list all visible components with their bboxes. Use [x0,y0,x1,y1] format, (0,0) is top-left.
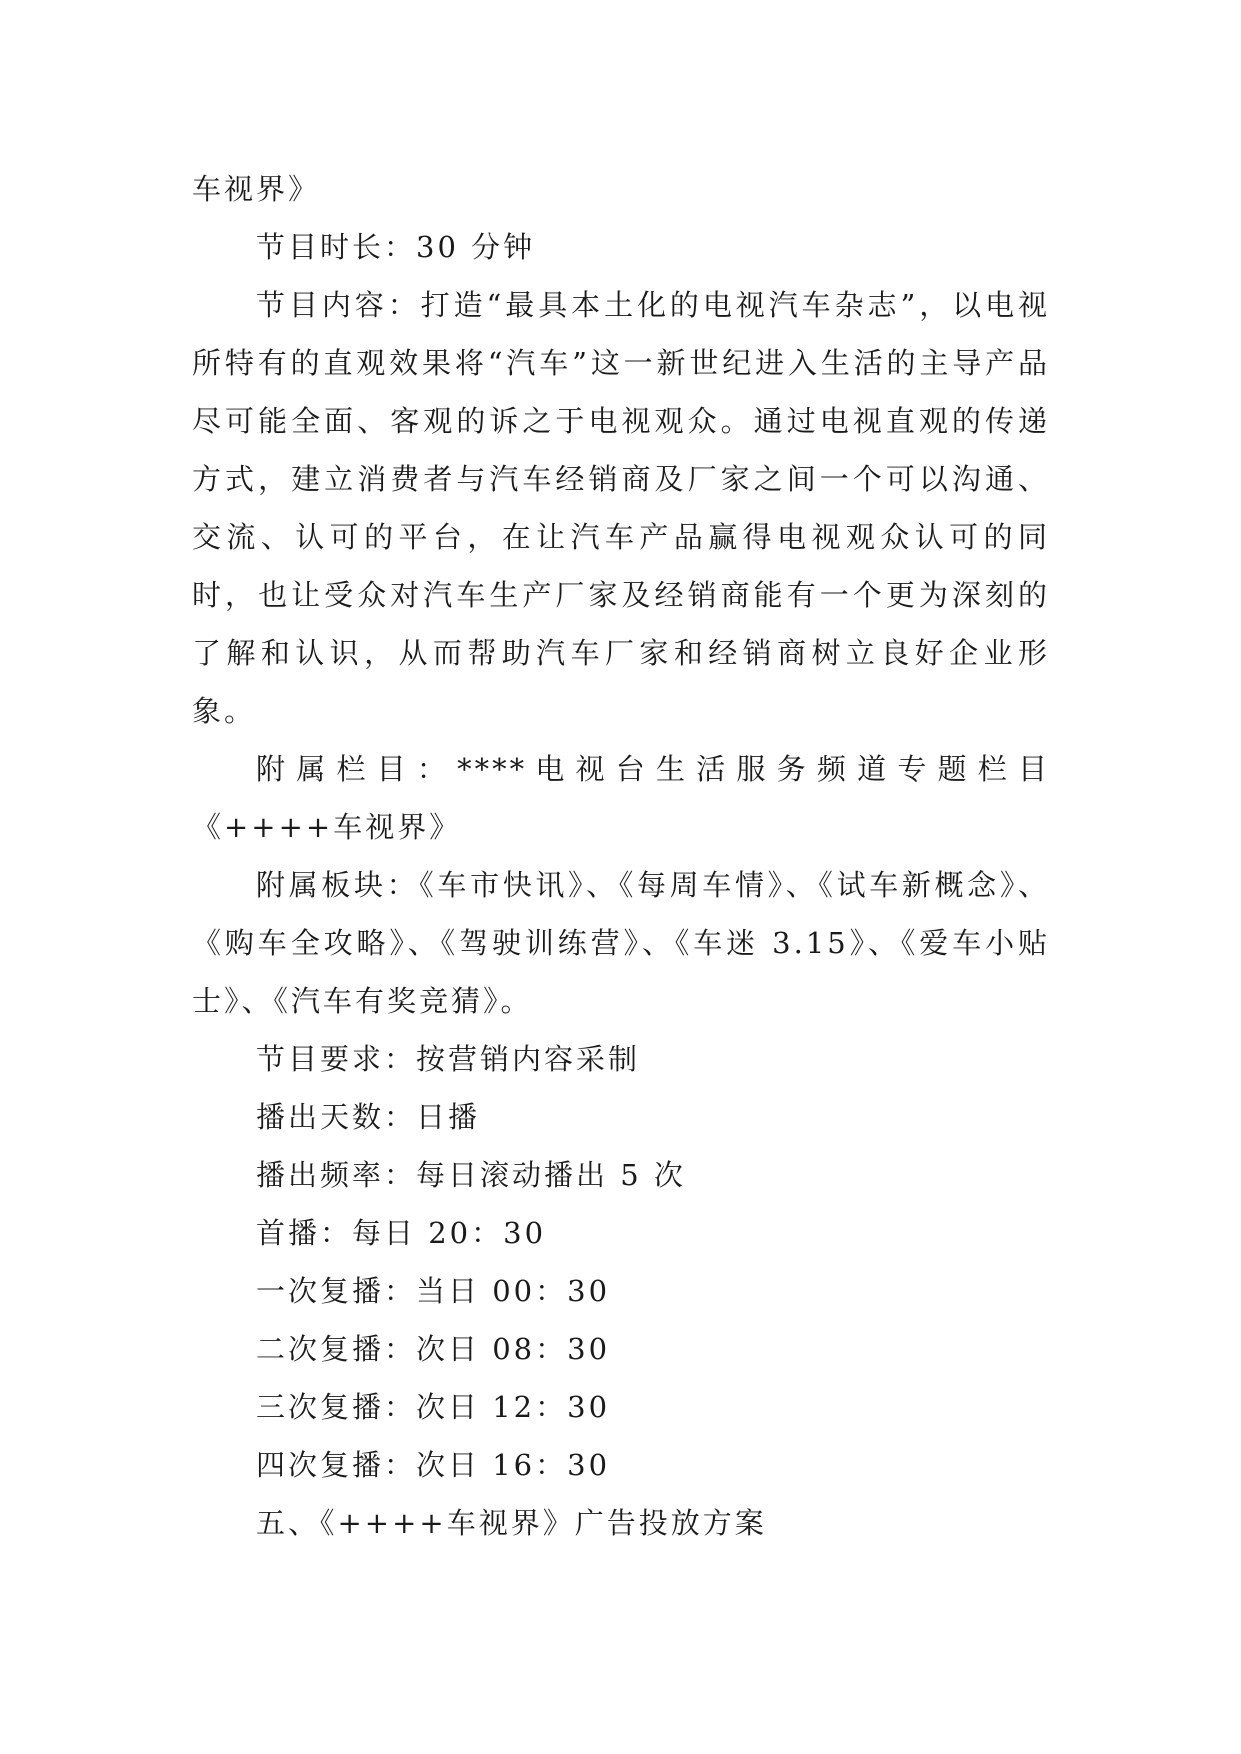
affiliated-column: 附属栏目：****电视台生活服务频道专题栏目《++++车视界》 [192,752,1050,844]
section-heading: 五、《++++车视界》广告投放方案 [256,1506,767,1540]
affiliated-sections: 附属板块：《车市快讯》、《每周车情》、《试车新概念》、《购车全攻略》、《驾驶训练营》、《车迷 3.15》、《爱车小贴士》、《汽车有奖竞猜》。 [192,868,1050,1018]
program-requirement: 节目要求：按营销内容采制 [256,1042,641,1076]
premiere-time: 首播：每日 20：30 [256,1216,547,1250]
lead-fragment: 车视界》 [192,172,321,206]
rerun-4-time: 四次复播：次日 16：30 [256,1448,611,1482]
program-content: 节目内容：打造“最具本土化的电视汽车杂志”，以电视所特有的直观效果将“汽车”这一新世纪进入生活的主导产品尽可能全面、客观的诉之于电视观众。通过电视直观的传递方式，建立消费者与汽车经销商及厂家之间一个可以沟通、交流、认可的平台，在让汽车产品赢得电视观众认可的同时，也让受众对汽车生产厂家及经销商能有一个更为深刻的了解和认识，从而帮助汽车厂家和经销商树立良好企业形象。 [192,288,1050,728]
program-duration: 节目时长：30 分钟 [256,230,536,264]
rerun-3-time: 三次复播：次日 12：30 [256,1390,611,1424]
rerun-1-time: 一次复播：当日 00：30 [256,1274,611,1308]
document-body [192,160,1050,1552]
broadcast-frequency: 播出频率：每日滚动播出 5 次 [256,1158,686,1192]
rerun-2-time: 二次复播：次日 08：30 [256,1332,611,1366]
broadcast-days: 播出天数：日播 [256,1100,481,1134]
